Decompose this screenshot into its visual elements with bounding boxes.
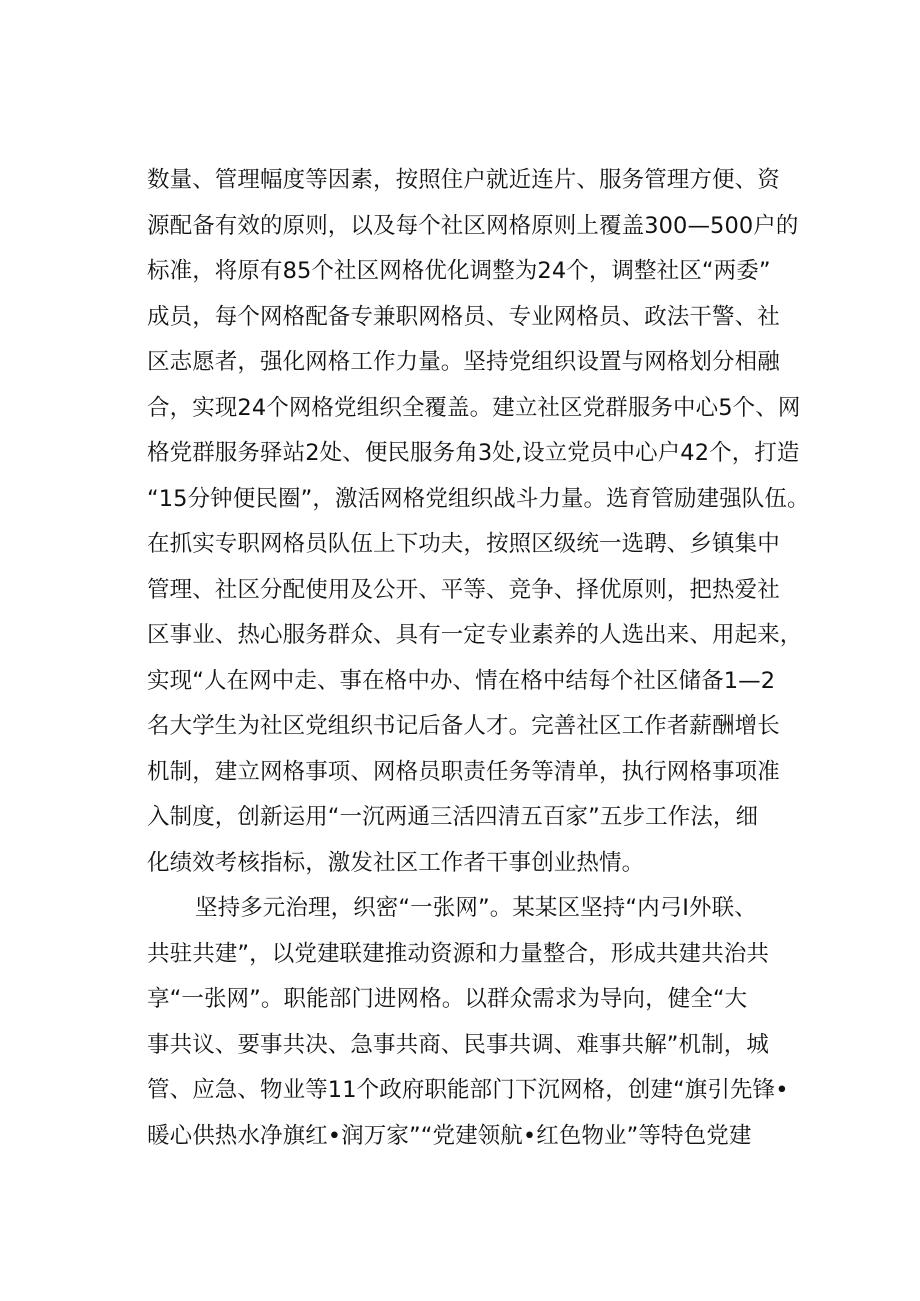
text-line: 成员，每个网格配备专兼职网格员、专业网格员、政法干警、社 [147,303,780,330]
text-line: 机制，建立网格事项、网格员职责任务等清单，执行网格事项准 [147,758,780,785]
text-line: 入制度，创新运用“一沉两通三活四清五百家”五步工作法，细 [147,804,759,830]
text-line: 化绩效考核指标，激发社区工作者干事创业热情。 [147,849,645,876]
body-text [147,158,810,1159]
text-line: 标准，将原有85个社区网格优化调整为24个，调整社区“两委” [147,258,771,284]
text-line: 区志愿者，强化网格工作力量。坚持党组织设置与网格划分相融 [147,349,780,375]
text-line: 管理、社区分配使用及公开、平等、竞争、择优原则，把热爱社 [147,576,780,603]
text-line: 在抓实专职网格员队伍上下功夫，按照区级统一选聘、乡镇集中 [147,531,780,557]
text-line: “15分钟便民圈”，激活网格党组织战斗力量。选育管励建强队伍。 [147,485,810,512]
text-line: 共驻共建”，以党建联建推动资源和力量整合，形成共建共治共 [147,940,769,967]
text-line: 格党群服务驿站2处、便民服务角3处,设立党员中心户42个，打造 [147,440,800,466]
paragraph-start-line: 坚持多元治理，织密“一张网”。某某区坚持“内弓I外联、 [195,895,757,921]
text-line: 合，实现24个网格党组织全覆盖。建立社区党群服务中心5个、网 [147,394,801,421]
text-line: 实现“人在网中走、事在格中办、情在格中结每个社区储备1—2 [147,667,776,694]
text-line: 区事业、热心服务群众、具有一定专业素养的人选出来、用起来， [147,622,803,648]
text-line: 管、应急、物业等11个政府职能部门下沉网格，创建“旗引先锋• [147,1077,789,1103]
text-line: 数量、管理幅度等因素，按照住户就近连片、服务管理方便、资 [147,167,780,193]
text-line: 源配备有效的原则，以及每个社区网格原则上覆盖300—500户的 [147,212,799,239]
text-line: 名大学生为社区党组织书记后备人才。完善社区工作者薪酬增长 [147,713,780,739]
text-line: 事共议、要事共决、急事共商、民事共调、难事共解”机制，城 [147,1031,769,1058]
text-line: 享“一张网”。职能部门进网格。以群众需求为导向，健全“大 [147,986,748,1012]
text-line: 暖心供热水净旗红•润万家”“党建领航•红色物业”等特色党建 [147,1122,752,1149]
